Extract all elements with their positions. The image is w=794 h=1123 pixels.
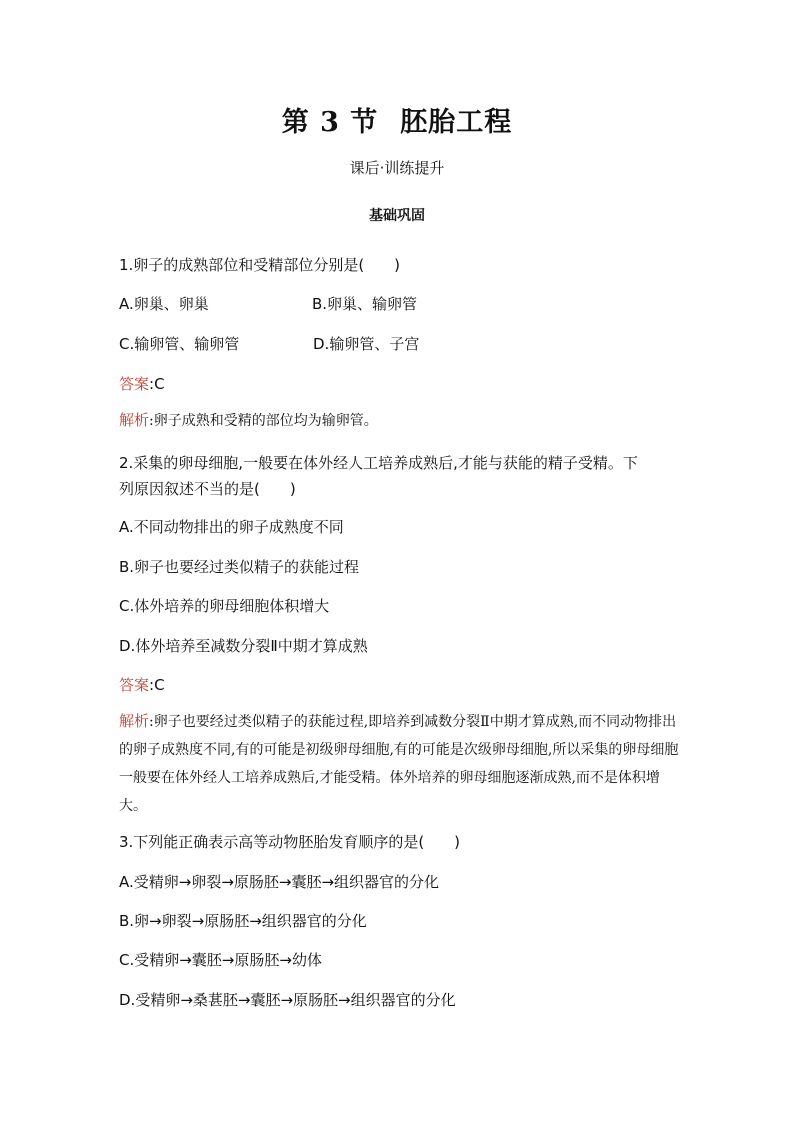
q1-answer <box>119 373 165 394</box>
answer-label: 答案 <box>119 676 150 694</box>
page-subtitle: 课后·训练提升 <box>349 159 445 177</box>
q3-option-b: B.卵→卵裂→原肠胚→组织器官的分化 <box>119 912 367 930</box>
answer-value: :C <box>149 676 165 694</box>
q3-option-a: A.受精卵→卵裂→原肠胚→囊胚→组织器官的分化 <box>119 873 440 891</box>
q3-stem: 3.下列能正确表示高等动物胚胎发育顺序的是( ) <box>119 833 461 851</box>
q2-stem-line1: 2.采集的卵母细胞,一般要在体外经人工培养成熟后,才能与获能的精子受精。下 <box>119 454 638 472</box>
explanation-text: :卵子成熟和受精的部位均为输卵管。 <box>149 413 378 429</box>
section-name: 胚胎工程 <box>400 107 513 138</box>
section-heading: 基础巩固 <box>369 208 425 224</box>
q2-stem-line2: 列原因叙述不当的是( ) <box>119 480 296 498</box>
q1-option-d: D.输卵管、子宫 <box>313 335 420 353</box>
q2-option-b: B.卵子也要经过类似精子的获能过程 <box>119 558 360 576</box>
page-title <box>0 100 794 139</box>
explanation-label: 解析 <box>119 411 150 429</box>
explanation-label: 解析 <box>119 712 150 730</box>
section-number: 第 3 节 <box>281 107 379 138</box>
explanation-text: :卵子也要经过类似精子的获能过程,即培养到减数分裂Ⅱ中期才算成熟,而不同动物排出的卵子成熟度不同,有的可能是初级卵母细胞,有的可能是次级卵母细胞,所以采集的卵母细胞一般要在体外经人工培养成熟后,才能受精。体外培养的卵母细胞逐渐成熟,而不是体积增大。 <box>119 714 679 814</box>
answer-value: :C <box>149 375 165 393</box>
q1-option-b: B.卵巢、输卵管 <box>312 295 418 313</box>
q2-option-d: D.体外培养至减数分裂Ⅱ中期才算成熟 <box>119 637 368 655</box>
q1-option-c: C.输卵管、输卵管 <box>119 335 240 353</box>
answer-label: 答案 <box>119 375 150 393</box>
q1-stem: 1.卵子的成熟部位和受精部位分别是( ) <box>119 256 401 274</box>
q2-answer <box>119 674 165 695</box>
q2-option-c: C.体外培养的卵母细胞体积增大 <box>119 597 330 615</box>
q3-option-d: D.受精卵→桑葚胚→囊胚→原肠胚→组织器官的分化 <box>119 991 456 1009</box>
q2-explanation <box>119 707 679 820</box>
q3-option-c: C.受精卵→囊胚→原肠胚→幼体 <box>119 951 322 969</box>
q2-option-a: A.不同动物排出的卵子成熟度不同 <box>119 518 344 536</box>
q1-explanation <box>119 406 679 435</box>
q1-option-a: A.卵巢、卵巢 <box>119 295 209 313</box>
